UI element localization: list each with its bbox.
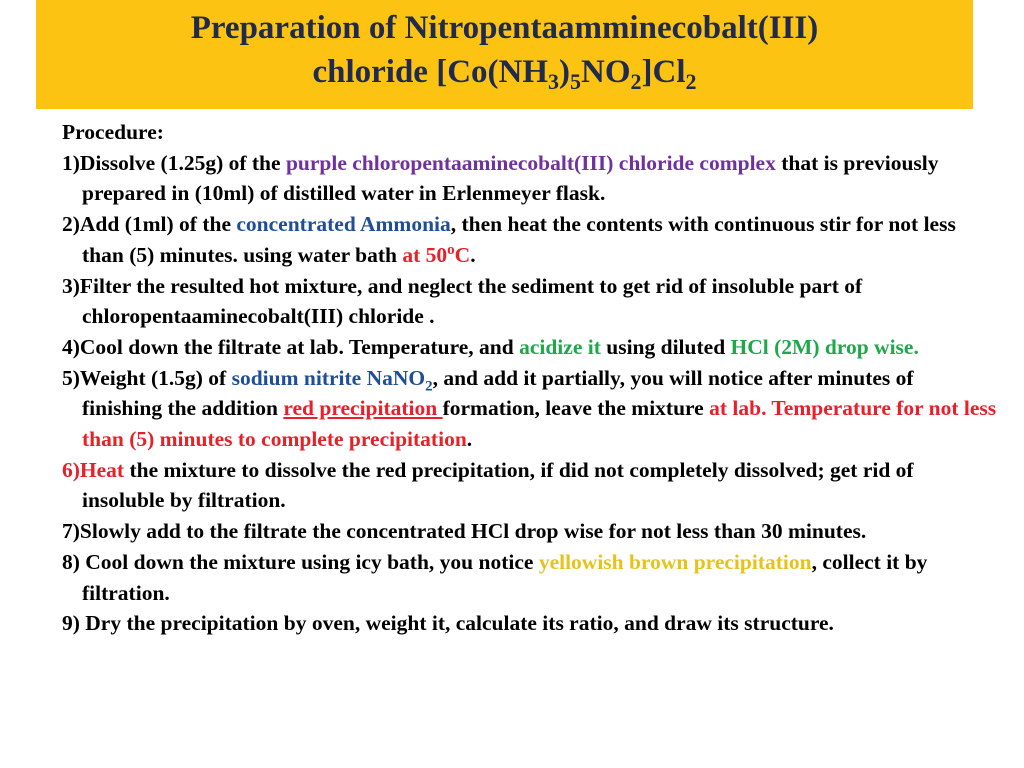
step-6: 6)Heat the mixture to dissolve the red precipitation, if did not completely dissolved; get rid of insoluble by filtration. <box>62 457 914 513</box>
title-line-2: chloride $[Co(NH_3)_5NO_2]Cl_2$ <box>312 54 697 94</box>
slide-title <box>36 6 973 94</box>
step-1: 1)Dissolve (1.25g) of the purple chloropentaaminecobalt(III) chloride complex that is previously prepared in (10ml) of distilled water in Erlenmeyer flask. <box>62 150 939 206</box>
step-9: 9) Dry the precipitation by oven, weight it, calculate its ratio, and draw its structure. <box>62 611 834 636</box>
step-4: 4)Cool down the filtrate at lab. Temperature, and acidize it using diluted HCl (2M) drop wise. <box>62 334 919 359</box>
step-5: 5)Weight (1.5g) of sodium nitrite NaNO$_2$, and add it partially, you will notice after minutes of finishing the addition red precipitation formation, leave the mixture at lab. Temperature for not less than (5) minutes to complete precipitation. <box>62 365 997 452</box>
step-3: 3)Filter the resulted hot mixture, and neglect the sediment to get rid of insoluble part of chloropentaaminecobalt(III) chloride . <box>62 273 863 329</box>
title-line-1: Preparation of Nitropentaamminecobalt(III) <box>190 10 819 46</box>
procedure-heading: Procedure: <box>62 120 164 144</box>
step-2: 2)Add (1ml) of the concentrated Ammonia, then heat the contents with continuous stir for not less than (5) minutes. using water bath at 50$^o$C. <box>62 212 956 267</box>
procedure-body <box>62 117 997 639</box>
step-7: 7)Slowly add to the filtrate the concentrated HCl drop wise for not less than 30 minutes. <box>62 519 867 544</box>
step-8: 8) Cool down the mixture using icy bath, you notice yellowish brown precipitation, collect it by filtration. <box>62 549 928 605</box>
